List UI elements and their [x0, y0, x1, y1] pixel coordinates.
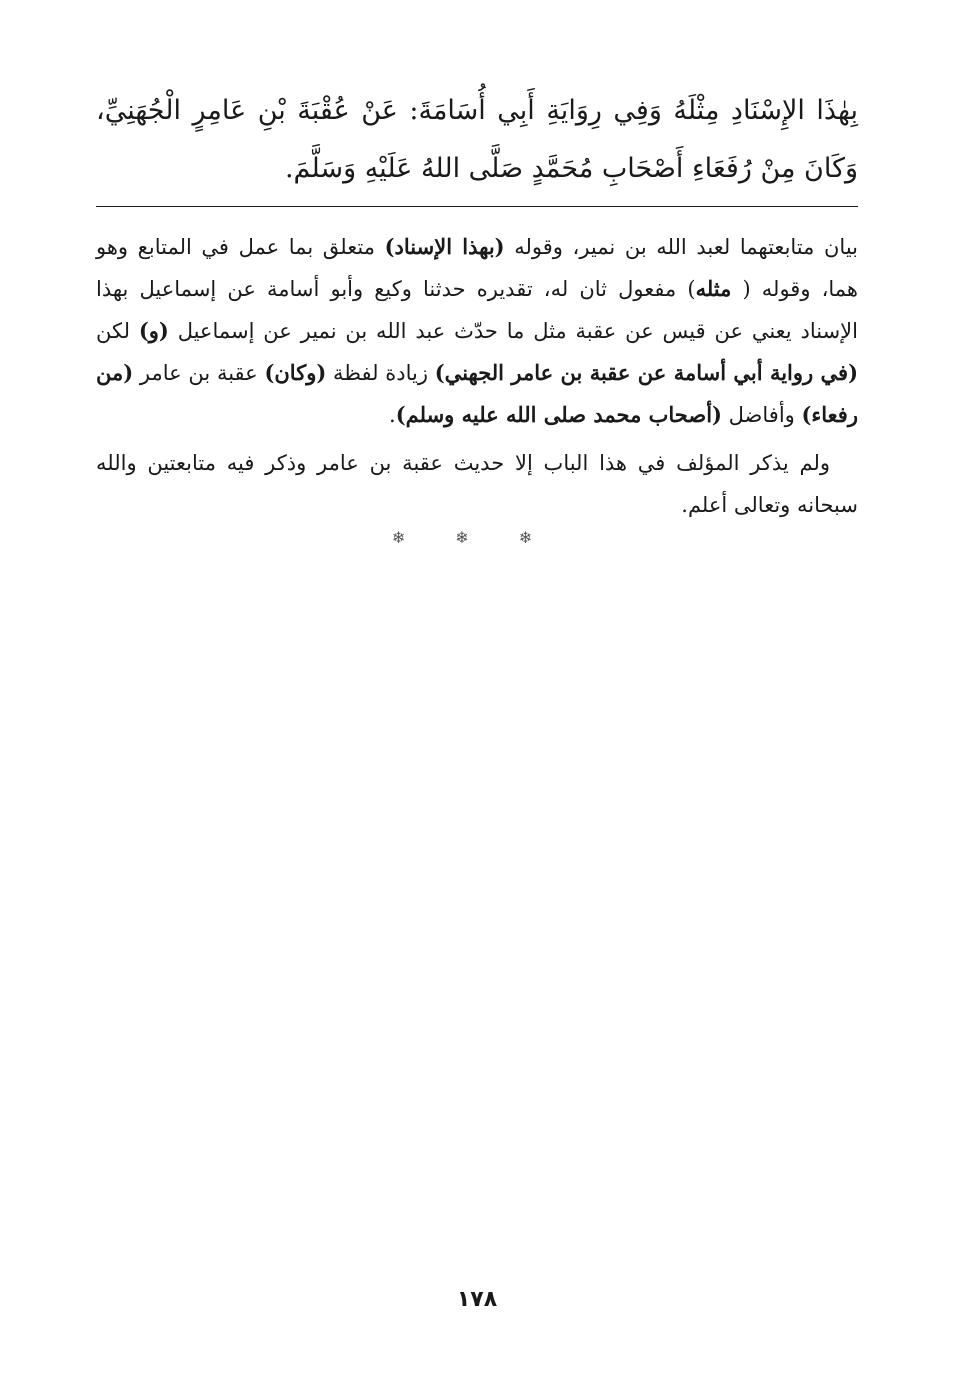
quoted-phrase: مثله [695, 276, 732, 301]
commentary-text: . [389, 403, 396, 427]
asterisk-ornament-icon: ❄ [518, 528, 563, 547]
commentary-paragraph-1 [96, 226, 858, 436]
footnote-divider [96, 206, 858, 207]
section-separator [0, 528, 954, 547]
commentary-text: بيان متابعتهما لعبد الله بن نمير، وقوله [504, 235, 859, 259]
quoted-phrase: (أصحاب محمد صلى الله عليه وسلم) [395, 402, 722, 427]
quoted-phrase: (في رواية أبي أسامة عن عقبة بن عامر الجهني) [434, 360, 859, 385]
commentary-text: ) مفعول ثان له، تقديره حدثنا وكيع وأبو أسامة عن إسماعيل بهذا الإسناد يعني عن قيس عن عقبة مثل ما حدّث عبد الله بن نمير عن إسماعيل [96, 277, 858, 343]
page-number: ١٧٨ [456, 1287, 498, 1312]
commentary-text: وأفاضل [721, 403, 802, 427]
quoted-phrase: (وكان) [264, 360, 327, 385]
asterisk-ornament-icon: ❄ [391, 528, 436, 547]
commentary [96, 226, 858, 526]
hadith-text: بِهٰذَا الإِسْنَادِ مِثْلَهُ وَفِي رِوَايَةِ أَبِي أُسَامَةَ: عَنْ عُقْبَةَ بْنِ عَامِرٍ الْجُهَنِيِّ، وَكَانَ مِنْ رُفَعَاءِ أَصْحَابِ مُحَمَّدٍ صَلَّى اللهُ عَلَيْهِ وَسَلَّمَ. [96, 95, 858, 184]
commentary-text: لكن [96, 319, 139, 343]
quoted-phrase: (من رفعاء) [96, 360, 858, 427]
commentary-text: زيادة لفظة [326, 361, 435, 385]
commentary-text: متعلق بما عمل في المتابع وهو هما، وقوله ( [96, 235, 858, 301]
commentary-text: عقبة بن عامر [133, 361, 265, 385]
quoted-phrase: (بهذا الإسناد) [384, 234, 505, 259]
asterisk-ornament-icon: ❄ [455, 528, 499, 547]
commentary-paragraph-2: ولم يذكر المؤلف في هذا الباب إلا حديث عقبة بن عامر وذكر فيه متابعتين والله سبحانه وتعالى أعلم. [96, 451, 858, 517]
quoted-phrase: (و) [138, 318, 169, 343]
